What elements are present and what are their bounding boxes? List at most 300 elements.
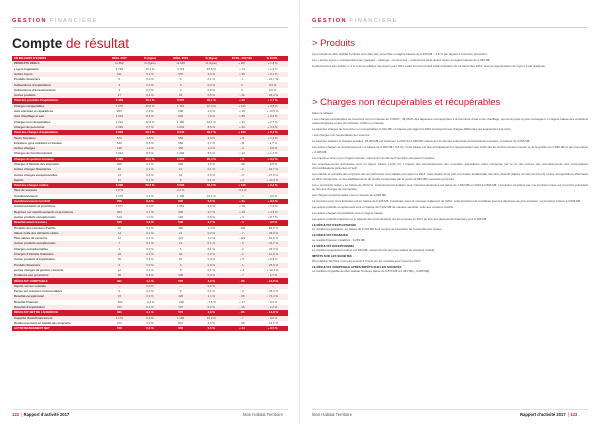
cell-value: 4 <box>104 247 135 252</box>
cell-value: 0,1 % <box>196 77 227 82</box>
cell-value: 238 <box>165 109 196 114</box>
row-label: RÉSULTAT NET DE L'EXERCICE <box>12 310 104 315</box>
cell-value: 0,0 % <box>257 88 288 93</box>
cell-value: + 207 <box>227 61 258 66</box>
cell-value: 9 <box>165 268 196 273</box>
cell-value: 645 <box>165 326 196 331</box>
cell-value: - 16 <box>227 305 258 310</box>
cell-value: 0,5 % <box>196 173 227 178</box>
row-label: Produits des cessions d'actifs <box>12 226 104 231</box>
charges-paragraph: • Les charges non récupérables de l'exercice : <box>312 133 372 138</box>
row-label: Charges non récupérables <box>12 120 104 125</box>
cell-value: + 74 <box>227 67 258 72</box>
cell-value: 0,1 % <box>196 289 227 294</box>
cell-value: 20,1 % <box>135 157 166 162</box>
income-statement-table <box>12 56 288 331</box>
cell-value: 12 <box>165 241 196 246</box>
cell-value: + 9,5 % <box>257 199 288 204</box>
cell-value: 1 002 <box>165 151 196 156</box>
charges-paragraph: Les charges exceptionnelles sont en hausse de 0,028 M€. <box>312 193 387 198</box>
cell-value: 3 523 <box>104 130 135 135</box>
cell-value: 0,1 % <box>196 241 227 246</box>
cell-value: - 6,7 % <box>257 273 288 278</box>
cell-value: - 25,4 % <box>257 93 288 98</box>
cell-value: 7,9 % <box>196 114 227 119</box>
cell-value: 324 <box>104 210 135 215</box>
cell-value: - 7 <box>227 273 258 278</box>
cell-value: 660 <box>165 141 196 146</box>
cell-value: 309 <box>165 210 196 215</box>
cell-value: 1,9 % <box>104 188 135 193</box>
result-paragraph: Le résultat financier s'établit à - 0,263 M€. <box>312 237 366 242</box>
cell-value: 46,1 % <box>135 98 166 103</box>
cell-value: 1 013 <box>104 114 135 119</box>
cell-value: 4,8 % <box>135 135 166 140</box>
cell-value: 706 <box>104 199 135 204</box>
charges-section <box>312 97 588 275</box>
cell-value: 0,0 % <box>135 82 166 87</box>
row-label: Charges d'intérêts financiers <box>12 252 104 257</box>
cell-value: + 1,2 % <box>257 151 288 156</box>
cell-value: 0,4 % <box>135 93 166 98</box>
cell-value: 105 <box>165 273 196 278</box>
column-header: % (ligne) <box>196 56 227 61</box>
produits-section <box>312 38 588 70</box>
result-subheading: LE RÉSULTAT FINANCIER <box>312 233 348 238</box>
cell-value: 0,5 % <box>135 257 166 262</box>
cell-value: 12 <box>104 268 135 273</box>
cell-value: - 290 <box>165 300 196 305</box>
cell-value: 0,0 % <box>135 284 166 289</box>
cell-value: 18 <box>104 252 135 257</box>
cell-value: % (ligne) <box>196 61 227 66</box>
cell-value: + 5 <box>227 157 258 162</box>
cell-value: 1 179 <box>104 194 135 199</box>
org-name-right: Mon Habitat Territoire <box>312 412 352 417</box>
cell-value: — <box>227 284 258 289</box>
cell-value: 8,5 % <box>135 114 166 119</box>
cell-value: - 129 <box>227 236 258 241</box>
cell-value: 5,2 % <box>135 72 166 77</box>
cell-value: - 33,3 % <box>257 289 288 294</box>
row-label: dont chauffage et eau <box>12 114 104 119</box>
cell-value: 611 <box>104 72 135 77</box>
cell-value: + 180 <box>227 130 258 135</box>
column-header: % ÉVOL. <box>257 56 288 61</box>
row-label: Résultat d'exploitation <box>12 305 104 310</box>
cell-value: 706 <box>104 326 135 331</box>
cell-value: 3 <box>104 88 135 93</box>
cell-value: + 9,5 % <box>257 326 288 331</box>
cell-value: - 85 <box>227 278 258 283</box>
cell-value: 26 <box>104 226 135 231</box>
cell-value: 10,1 % <box>196 120 227 125</box>
cell-value: 1,0 % <box>135 215 166 220</box>
cell-value: 0,9 % <box>196 215 227 220</box>
cell-value: - 14,8 % <box>257 310 288 315</box>
cell-value: - 2,5 % <box>196 300 227 305</box>
cell-value: - 68 <box>227 321 258 326</box>
cell-value: - 12,6 % <box>257 321 288 326</box>
cell-value: 4,9 % <box>196 310 227 315</box>
cell-value: 10,2 % <box>196 316 227 321</box>
cell-value: + 9 <box>227 215 258 220</box>
cell-value: 8,6 % <box>135 151 166 156</box>
row-label: Taxes foncières <box>12 135 104 140</box>
cell-value: + 61 <box>227 199 258 204</box>
cell-value: 4 793 <box>104 67 135 72</box>
cell-value: + 10,5 % <box>257 109 288 114</box>
cell-value: + 1,7 % <box>257 98 288 103</box>
cell-value: - 0,2 pt <box>227 188 258 193</box>
row-label: Charges d'intérêts des emprunts <box>12 162 104 167</box>
cell-value: 1 014 <box>104 151 135 156</box>
charges-paragraph: Le total des charges de l'exercice non récupérables, 0,022 M€, en hausse par rapport à 2016 correspond aux charges différentes qui augmentent à la suite. <box>312 127 512 132</box>
cell-value: + 12 <box>227 151 258 156</box>
result-subheading: LE RÉSULTAT COMPTABLE APRÈS IMPÔTS SUR LES SOCIÉTÉS <box>312 264 402 269</box>
cell-value: 11 <box>104 178 135 183</box>
cell-value: 6,0 % <box>135 326 166 331</box>
cell-value: 3 343 <box>165 130 196 135</box>
result-subheading: LE RÉSULTAT D'EXPLOITATION <box>312 222 356 227</box>
column-header: RÉEL 2017 <box>104 56 135 61</box>
cell-value: 4 <box>165 263 196 268</box>
cell-value: + 32 <box>227 120 258 125</box>
row-label: Résultat avant cessions <box>12 220 104 225</box>
cell-value: 14 <box>104 231 135 236</box>
cell-value: 0,0 % <box>196 82 227 87</box>
cell-value: 33 <box>104 294 135 299</box>
cell-value: 129 <box>165 294 196 299</box>
section-header-right: GESTION FINANCIÈRE <box>312 18 398 24</box>
result-subheading: IMPÔTS SUR LES SOCIÉTÉS <box>312 254 352 259</box>
column-header: ÉVOL. 2017/16 <box>227 56 258 61</box>
row-label: Subventions d'investissement <box>12 88 104 93</box>
row-label: Dotations aux provisions <box>12 273 104 278</box>
cell-value: 4,7 % <box>196 220 227 225</box>
table-total-row <box>12 326 288 331</box>
cell-value: 2 384 <box>104 157 135 162</box>
cell-value: 721 <box>104 305 135 310</box>
cell-value: - 2,2 % <box>257 305 288 310</box>
header-rule-left <box>12 27 288 28</box>
row-label: Remboursement en capital des emprunts <box>12 321 104 326</box>
cell-value: - 1 <box>227 77 258 82</box>
cell-value: - 10,0 % <box>257 252 288 257</box>
cell-value: - 33,3 % <box>257 231 288 236</box>
cell-value: - 0,6 % <box>257 316 288 321</box>
footer-rule-right <box>312 409 588 410</box>
charges-paragraph: Les autres produits exceptionnels sont en baisse de 0,102 M€ de manière sensible, suite aux cessions d'actifs. <box>312 204 454 209</box>
cell-value: + 2 <box>227 178 258 183</box>
cell-value: 1 001 <box>165 125 196 130</box>
cell-value: - 2 <box>227 252 258 257</box>
cell-value: + 61 <box>227 326 258 331</box>
cell-value: 61 <box>165 173 196 178</box>
cell-value: 0,0 % <box>257 82 288 87</box>
row-label: Produits financiers <box>12 263 104 268</box>
cell-value: - 28 <box>227 162 258 167</box>
cell-value: 1,2 % <box>135 146 166 151</box>
cell-value: + 27 <box>227 300 258 305</box>
cell-value: 6,3 % <box>196 305 227 310</box>
produits-heading: > Produits <box>312 38 356 49</box>
cell-value: 0 <box>227 82 258 87</box>
cell-value: 0,1 % <box>135 167 166 172</box>
cell-value: 0,1 % <box>196 247 227 252</box>
cell-value: 98 <box>104 273 135 278</box>
page-number-right: 123 <box>570 412 578 417</box>
cell-value: - 263 <box>104 300 135 305</box>
cell-value: 576 <box>165 310 196 315</box>
cell-value: 6,0 % <box>135 199 166 204</box>
result-subheading: LE RÉSULTAT EXCEPTIONNEL <box>312 243 355 248</box>
row-label: PRODUITS RÉELS <box>12 61 104 66</box>
row-label: Résultat exceptionnel <box>12 294 104 299</box>
cell-value: 12 <box>104 236 135 241</box>
row-label: Capacité d'autofinancement <box>12 316 104 321</box>
cell-value: 46,1 % <box>196 98 227 103</box>
column-header: % (ligne) <box>135 56 166 61</box>
cell-value: 924 <box>165 114 196 119</box>
cell-value: + 1,6 % <box>257 67 288 72</box>
page-title: Compte de résultat <box>12 36 130 51</box>
cell-value: 548 <box>165 220 196 225</box>
cell-value: 0,2 % <box>196 252 227 257</box>
row-label: Autres produits <box>12 93 104 98</box>
cell-value: + 2,3 % <box>257 183 288 188</box>
cell-value: 11 645 <box>165 61 196 66</box>
cell-value: 0,1 % <box>196 167 227 172</box>
row-label: Impôts sur les sociétés <box>12 284 104 289</box>
charges-paragraph: Les autres charges de fonctionnement ont baissé de 0,062 M€ (-5,8 %). Cette baisse est due principalement à l'augmentation des coûts liés au fonctionnement courant et de la gestion de 0,050 M€ et aux honoraires + 0,025 M€. <box>312 145 588 154</box>
cell-value: + 20 <box>227 204 258 209</box>
column-header: EN MILLIERS D'EUROS <box>12 56 104 61</box>
cell-value: 8,6 % <box>196 125 227 130</box>
cell-value: 1 035 <box>104 125 135 130</box>
cell-value: - 3 <box>227 289 258 294</box>
cell-value: 6 <box>104 289 135 294</box>
cell-value: - 0,6 % <box>257 194 288 199</box>
cell-value: 51 <box>165 257 196 262</box>
cell-value: 10,0 % <box>196 104 227 109</box>
cell-value: 3 <box>104 82 135 87</box>
cell-value: 20,4 % <box>196 157 227 162</box>
cell-value: 21 <box>165 231 196 236</box>
cell-value: 9,9 % <box>135 194 166 199</box>
cell-value: 10,2 % <box>135 120 166 125</box>
cell-value: 4,9 % <box>196 72 227 77</box>
cell-value: 5,5 % <box>196 199 227 204</box>
cell-value: + 5 <box>227 257 258 262</box>
cell-value: 0,9 % <box>196 273 227 278</box>
cell-value: + 3 <box>227 268 258 273</box>
header-rule-right <box>312 27 588 28</box>
cell-value: + 140 <box>227 183 258 188</box>
cell-value: - 16,7 % <box>257 167 288 172</box>
cell-value: + 0,2 % <box>257 157 288 162</box>
cell-value: 47 <box>104 93 135 98</box>
cell-value: 0,3 % <box>135 294 166 299</box>
cell-value: — <box>104 284 135 289</box>
cell-value: 491 <box>104 278 135 283</box>
cell-value: 5,7 % <box>196 141 227 146</box>
row-label: Autres produits exceptionnels <box>12 241 104 246</box>
cell-value: - 16,7 % <box>257 77 288 82</box>
row-label: Amortissements et provisions <box>12 204 104 209</box>
page-number-left: 122 <box>12 412 19 417</box>
row-label: RÉSULTAT COMPTABLE <box>12 278 104 283</box>
cell-value: 7 <box>104 241 135 246</box>
row-label: Total des produits d'exploitation <box>12 98 104 103</box>
cell-value: - 33,3 % <box>257 247 288 252</box>
cell-value: 20 <box>165 252 196 257</box>
cell-value: - 14,8 % <box>257 278 288 283</box>
section-header-left: GESTION FINANCIÈRE <box>12 18 98 24</box>
cell-value: + 1,9 % <box>257 204 288 209</box>
cell-value: + 9,8 % <box>257 104 288 109</box>
row-label: Charges de fonctionnement <box>12 151 104 156</box>
cell-value: 0,2 % <box>135 252 166 257</box>
cell-value: - 11 <box>227 141 258 146</box>
cell-value: 2 379 <box>165 157 196 162</box>
cell-value: + 1,4 % <box>257 135 288 140</box>
charges-paragraph: La provision pour Gros Entretien est en baisse de 0,106 M€. Constituée selon le nouveau règlement de l'ANC, cette provision est constituée pour les dépenses de gros entretien. La provision s'élève à 3,096 M€. <box>312 199 581 204</box>
footer-left: 122 | Rapport d'activité 2017 <box>12 412 70 417</box>
cell-value: - 96 <box>227 294 258 299</box>
cell-value: 0,8 % <box>135 273 166 278</box>
cell-value: 576 <box>165 278 196 283</box>
row-label: Autres charges de gestion courante <box>12 268 104 273</box>
cell-value: 28,7 % <box>196 130 227 135</box>
cell-value: - 1 <box>227 263 258 268</box>
cell-value: 4,0 % <box>135 321 166 326</box>
cell-value: 0,1 % <box>135 289 166 294</box>
row-label: Impôts <box>12 178 104 183</box>
cell-value: 40,5 % <box>196 67 227 72</box>
cell-value: 0,0 % <box>135 247 166 252</box>
cell-value: + 114 <box>227 104 258 109</box>
row-label: Autres loyers <box>12 72 104 77</box>
cell-value: 52,6 % <box>135 183 166 188</box>
cell-value: 5,5 % <box>196 326 227 331</box>
cell-value: 6 238 <box>104 183 135 188</box>
cell-value: - 9,3 % <box>257 300 288 305</box>
cell-value: 5,5 % <box>135 141 166 146</box>
cell-value: 0,0 % <box>196 263 227 268</box>
cell-value: 5 <box>104 77 135 82</box>
cell-value: 2,7 % <box>196 210 227 215</box>
cell-value: 113 <box>104 215 135 220</box>
row-label: Résultat financier <box>12 300 104 305</box>
cell-value: 573 <box>104 135 135 140</box>
row-label: AUTOFINANCEMENT NET <box>12 326 104 331</box>
row-label: Reprises sur amortissements et provisions <box>12 210 104 215</box>
cell-value: + 35 <box>227 72 258 77</box>
cell-value: 4,6 % <box>196 321 227 326</box>
cell-value: 545 <box>104 220 135 225</box>
cell-value: + 22,2 % <box>257 178 288 183</box>
cell-value: 4,9 % <box>196 278 227 283</box>
cell-value: 1,4 % <box>196 226 227 231</box>
cell-value: - 85 <box>227 310 258 315</box>
charges-paragraph: Les impôts et taxes ont en légère hausse, notamment du fait de l'imposition des taxes foncières. <box>312 155 435 160</box>
cell-value: 491 <box>104 310 135 315</box>
cell-value: + 33,3 % <box>257 268 288 273</box>
cell-value: - 25,0 % <box>257 263 288 268</box>
cell-value: 8,6 % <box>196 151 227 156</box>
cell-value: - 91,5 % <box>257 236 288 241</box>
cell-value: 0,1 % <box>135 178 166 183</box>
cell-value: - 84,0 % <box>257 226 288 231</box>
cell-value: 63 <box>165 93 196 98</box>
cell-value: 2,0 % <box>196 109 227 114</box>
charges-paragraph: Les « provisions nettes » en baisse de 49,02 %, comprennent la dotation pour créances douteuses qui passe de 1,632 M€ en 2016 à 0,896 M€. L'évolution s'explique par une provision créée sur l'exercice précédent au titre des charges de copropriété. <box>312 182 588 192</box>
cell-value: 2,1 % <box>165 188 196 193</box>
cell-value: 1 180 <box>165 120 196 125</box>
cell-value: 2,7 % <box>135 210 166 215</box>
cell-value: 9 <box>165 178 196 183</box>
produits-paragraph: Les « autres loyers » correspondent aux garages – parkings – commerces – redevances ainsi qu'aux loyers en légère hausse de 0,035 M€. <box>312 57 491 62</box>
cell-value: 0,0 % <box>196 284 227 289</box>
produits-paragraph: Conformément aux articles 1, 2 et 3 de la politique des loyers pour 2017 votée lors du Conseil d'Administration du 12 décembre 2016, aucune augmentation de loyer n'a été pratiquée. <box>312 63 546 68</box>
row-label: Loyers logements <box>12 67 104 72</box>
cell-value: 6 <box>165 247 196 252</box>
cell-value: 0,0 % <box>196 88 227 93</box>
cell-value: 1 186 <box>165 194 196 199</box>
cell-value: 0,1 % <box>135 241 166 246</box>
charges-paragraph: Le total des salaires et charges sociales, 33,009 M€ est supérieur à 2016 de 0,038 M€ notamment du fait des indemnités de licenciement versées, à hauteur de 0,046 M€. <box>312 139 531 144</box>
row-label: Autres charges <box>12 146 104 151</box>
cell-value: 0,5 % <box>196 93 227 98</box>
cell-value: 0,2 % <box>196 231 227 236</box>
cell-value: 40,4 % <box>135 67 166 72</box>
cell-value: 1 179 <box>104 316 135 321</box>
cell-value: 162 <box>165 226 196 231</box>
cell-value: 148 <box>104 146 135 151</box>
cell-value: - 41,7 % <box>257 241 288 246</box>
cell-value: 141 <box>165 236 196 241</box>
cell-value: 0,4 % <box>135 173 166 178</box>
report-name-left: Rapport d'activité 2017 <box>23 412 70 417</box>
charges-paragraph: Les autres charges d'exploitation sont en légère baisse. <box>312 210 384 215</box>
cell-value: - 4 <box>227 146 258 151</box>
row-label: Taux de vacance <box>12 188 104 193</box>
row-label: Autres charges exceptionnelles <box>12 173 104 178</box>
cell-value: 0,1 % <box>135 236 166 241</box>
row-label: Charges exceptionnelles <box>12 247 104 252</box>
produits-paragraph: Les produits de Mon Habitat Territoire sont dans leur ensemble en légère hausse de 0,430 M€ – 3,8 % par rapport à l'exercice précédent. <box>312 52 488 56</box>
row-label: Valeur nette des éléments cédés <box>12 231 104 236</box>
cell-value: - 1,7 % <box>257 141 288 146</box>
charges-intro: Selon le tableau : <box>312 111 335 115</box>
cell-value: — <box>165 284 196 289</box>
charges-paragraph: Les amortissements techniques sont en légère baisse (-0,92 %). L'impact des amortissements des nouvelles acquisitions étant compensé par la fin des termes des amortissements des composantes d'immobilisations présentes à l'actif. <box>312 161 588 171</box>
cell-value: 1,2 % <box>196 236 227 241</box>
row-label: Charges de personnel <box>12 125 104 130</box>
cell-value: 104 <box>165 215 196 220</box>
cell-value: % (ligne) <box>135 61 166 66</box>
column-header: RÉEL 2016 <box>165 56 196 61</box>
row-label: Plus-values de cessions <box>12 236 104 241</box>
cell-value: 10,8 % <box>135 104 166 109</box>
cell-value: 29,7 % <box>135 130 166 135</box>
cell-value: 1,1 % <box>196 294 227 299</box>
cell-value: 5 459 <box>104 98 135 103</box>
cell-value: 2,2 % <box>135 109 166 114</box>
cell-value: 4 719 <box>165 67 196 72</box>
row-label: Autres produits exceptionnels <box>12 215 104 220</box>
